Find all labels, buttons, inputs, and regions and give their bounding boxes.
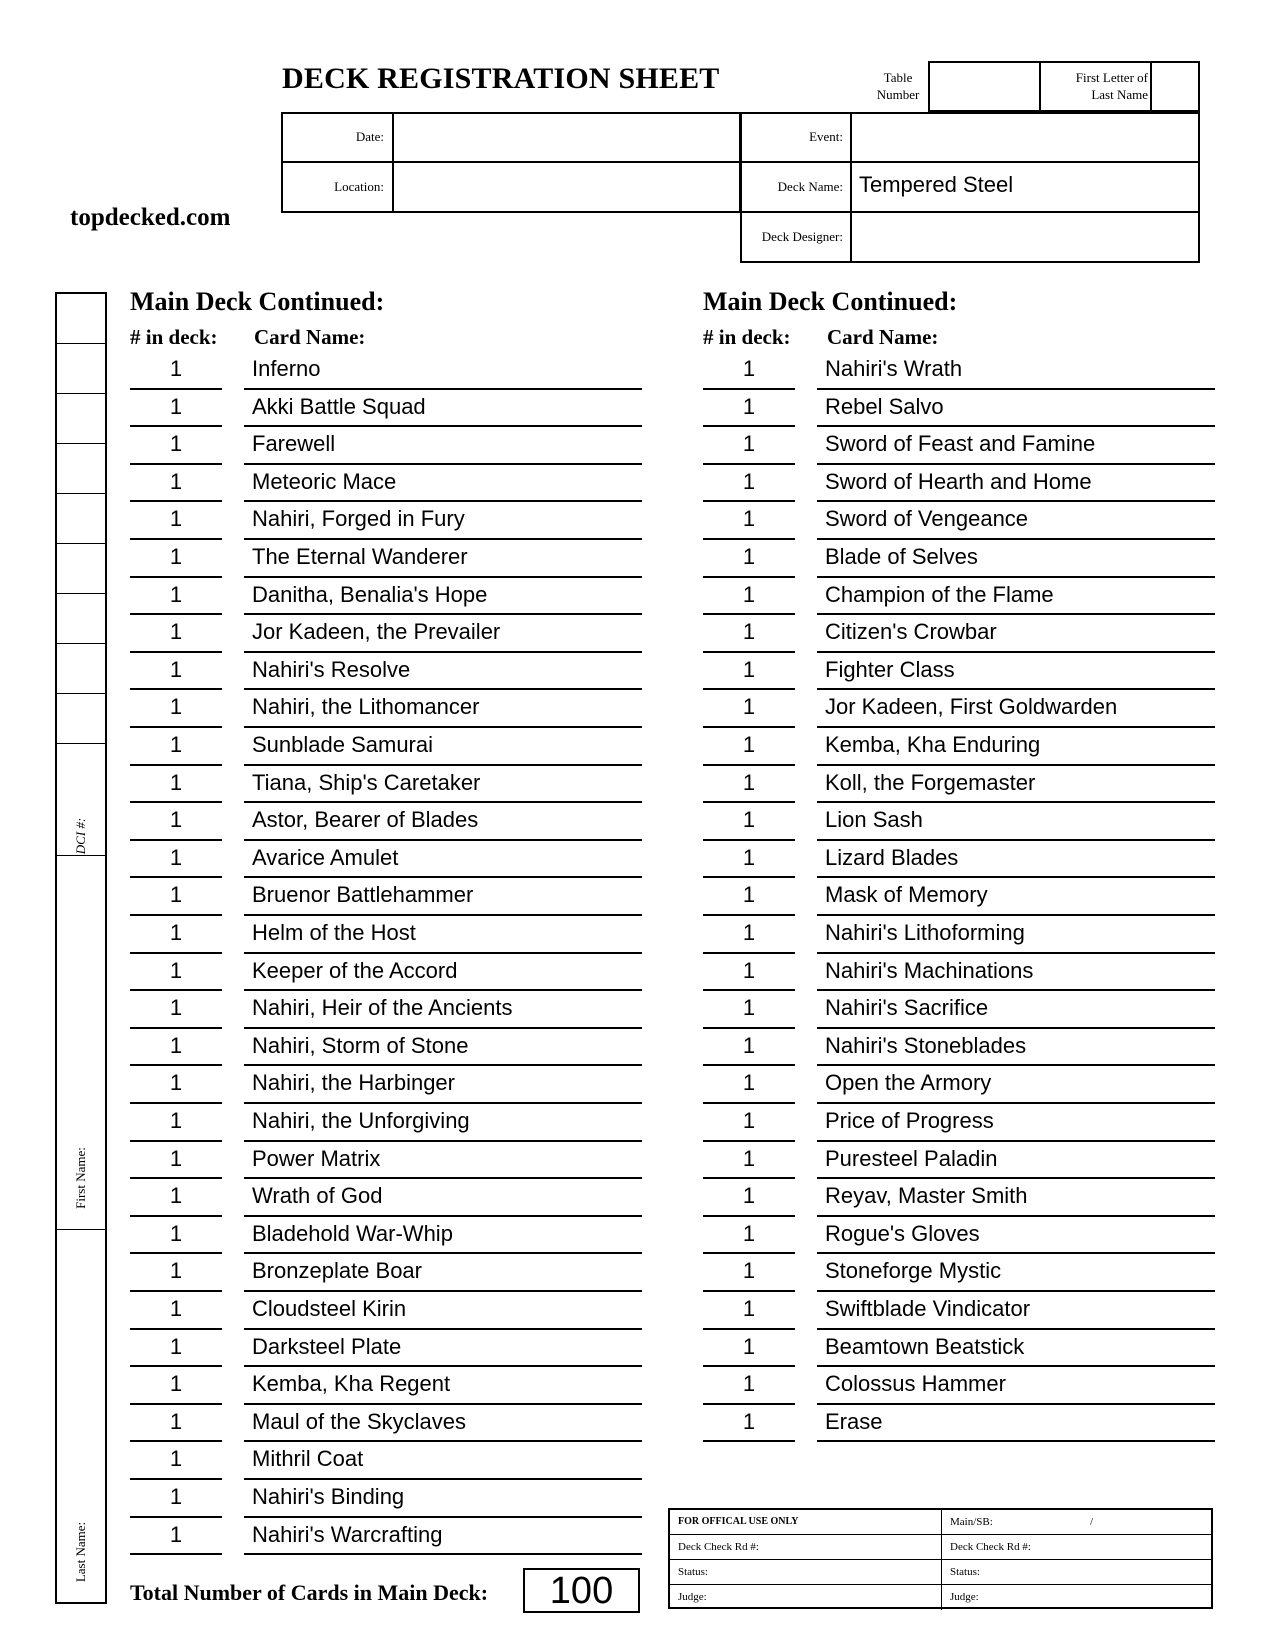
- total-count-field[interactable]: 100: [523, 1568, 640, 1613]
- table-number-field[interactable]: [928, 61, 1041, 112]
- deck-designer-label: Deck Designer:: [761, 229, 843, 244]
- card-qty[interactable]: 1: [130, 390, 222, 428]
- card-row: [130, 578, 642, 616]
- card-qty[interactable]: 1: [130, 954, 222, 992]
- card-row: [130, 1142, 642, 1180]
- card-row: [703, 1292, 1215, 1330]
- card-row: [130, 1480, 642, 1518]
- card-name[interactable]: Nahiri, the Unforgiving: [244, 1104, 642, 1142]
- card-name[interactable]: Nahiri, Storm of Stone: [244, 1029, 642, 1067]
- card-qty[interactable]: 1: [130, 1292, 222, 1330]
- card-qty[interactable]: 1: [703, 1330, 795, 1368]
- card-qty[interactable]: 1: [130, 916, 222, 954]
- card-qty[interactable]: 1: [703, 954, 795, 992]
- dci-label: DCI #:: [73, 817, 88, 855]
- first-letter-field[interactable]: [1150, 61, 1200, 112]
- card-row: [130, 1330, 642, 1368]
- card-name[interactable]: Koll, the Forgemaster: [817, 766, 1215, 804]
- card-qty[interactable]: 1: [703, 1029, 795, 1067]
- card-name[interactable]: Jor Kadeen, First Goldwarden: [817, 690, 1215, 728]
- main-sb-separator: /: [1090, 1516, 1094, 1528]
- card-row: [130, 954, 642, 992]
- card-row: [703, 1217, 1215, 1255]
- card-row: [703, 352, 1215, 390]
- card-row: [703, 1142, 1215, 1180]
- card-row: [130, 690, 642, 728]
- official-row: [670, 1585, 1211, 1610]
- card-row: [130, 878, 642, 916]
- card-row: [703, 427, 1215, 465]
- card-row: [130, 1405, 642, 1443]
- card-name[interactable]: Jor Kadeen, the Prevailer: [244, 615, 642, 653]
- card-name[interactable]: Bladehold War-Whip: [244, 1217, 642, 1255]
- judge-right: Judge:: [950, 1591, 979, 1603]
- card-qty[interactable]: 1: [130, 1179, 222, 1217]
- card-qty[interactable]: 1: [703, 1292, 795, 1330]
- card-qty[interactable]: 1: [130, 1217, 222, 1255]
- official-row: [670, 1560, 1211, 1585]
- card-name[interactable]: The Eternal Wanderer: [244, 540, 642, 578]
- card-name[interactable]: Champion of the Flame: [817, 578, 1215, 616]
- card-qty[interactable]: 1: [130, 465, 222, 503]
- card-qty[interactable]: 1: [703, 728, 795, 766]
- card-row: [130, 916, 642, 954]
- dci-digit-box[interactable]: [57, 544, 105, 594]
- card-row: [703, 766, 1215, 804]
- left-section-title: Main Deck Continued:: [130, 287, 385, 316]
- card-name[interactable]: Power Matrix: [244, 1142, 642, 1180]
- card-qty[interactable]: 1: [130, 352, 222, 390]
- card-row: [130, 1518, 642, 1556]
- card-name[interactable]: Mask of Memory: [817, 878, 1215, 916]
- deck-name-field[interactable]: Tempered Steel: [859, 172, 1014, 197]
- card-name[interactable]: Sunblade Samurai: [244, 728, 642, 766]
- card-name[interactable]: Sword of Hearth and Home: [817, 465, 1215, 503]
- card-qty[interactable]: 1: [703, 766, 795, 804]
- card-name[interactable]: Nahiri's Warcrafting: [244, 1518, 642, 1556]
- card-qty[interactable]: 1: [703, 916, 795, 954]
- card-name[interactable]: Astor, Bearer of Blades: [244, 803, 642, 841]
- card-qty[interactable]: 1: [703, 803, 795, 841]
- card-qty[interactable]: 1: [130, 540, 222, 578]
- dci-digit-box[interactable]: [57, 494, 105, 544]
- card-qty[interactable]: 1: [130, 1518, 222, 1556]
- card-row: [703, 1405, 1215, 1443]
- card-name[interactable]: Tiana, Ship's Caretaker: [244, 766, 642, 804]
- card-row: [703, 1066, 1215, 1104]
- card-name[interactable]: Nahiri's Binding: [244, 1480, 642, 1518]
- card-row: [130, 991, 642, 1029]
- card-qty[interactable]: 1: [703, 615, 795, 653]
- card-qty[interactable]: 1: [703, 1254, 795, 1292]
- last-name-label: Last Name:: [73, 1521, 88, 1583]
- card-qty[interactable]: 1: [130, 690, 222, 728]
- card-name[interactable]: Darksteel Plate: [244, 1330, 642, 1368]
- card-qty[interactable]: 1: [703, 991, 795, 1029]
- card-qty[interactable]: 1: [130, 991, 222, 1029]
- card-row: [703, 1330, 1215, 1368]
- card-name[interactable]: Akki Battle Squad: [244, 390, 642, 428]
- card-qty[interactable]: 1: [130, 1367, 222, 1405]
- deck-check-left: Deck Check Rd #:: [670, 1535, 942, 1559]
- dci-digit-box[interactable]: [57, 294, 105, 344]
- card-name[interactable]: Kemba, Kha Regent: [244, 1367, 642, 1405]
- left-name-header: Card Name:: [254, 325, 366, 349]
- card-name[interactable]: Farewell: [244, 427, 642, 465]
- card-row: [130, 352, 642, 390]
- date-label: Date:: [355, 129, 384, 144]
- card-name[interactable]: Swiftblade Vindicator: [817, 1292, 1215, 1330]
- dci-digit-box[interactable]: [57, 594, 105, 644]
- divider: [392, 112, 394, 213]
- dci-digit-box[interactable]: [57, 694, 105, 744]
- card-row: [703, 578, 1215, 616]
- card-row: [130, 766, 642, 804]
- card-row: [130, 465, 642, 503]
- dci-digit-box[interactable]: [57, 344, 105, 394]
- card-qty[interactable]: 1: [703, 540, 795, 578]
- card-qty[interactable]: 1: [130, 502, 222, 540]
- card-name[interactable]: Helm of the Host: [244, 916, 642, 954]
- card-row: [703, 540, 1215, 578]
- card-qty[interactable]: 1: [130, 1330, 222, 1368]
- card-name[interactable]: Erase: [817, 1405, 1215, 1443]
- card-qty[interactable]: 1: [703, 427, 795, 465]
- card-qty[interactable]: 1: [703, 653, 795, 691]
- card-row: [130, 427, 642, 465]
- card-name[interactable]: Nahiri, the Lithomancer: [244, 690, 642, 728]
- card-qty[interactable]: 1: [130, 728, 222, 766]
- card-row: [130, 1292, 642, 1330]
- card-qty[interactable]: 1: [130, 578, 222, 616]
- card-name[interactable]: Nahiri, the Harbinger: [244, 1066, 642, 1104]
- card-qty[interactable]: 1: [130, 1142, 222, 1180]
- card-name[interactable]: Sword of Feast and Famine: [817, 427, 1215, 465]
- card-name[interactable]: Reyav, Master Smith: [817, 1179, 1215, 1217]
- card-qty[interactable]: 1: [130, 878, 222, 916]
- card-name[interactable]: Bruenor Battlehammer: [244, 878, 642, 916]
- card-row: [130, 1029, 642, 1067]
- card-qty[interactable]: 1: [130, 1405, 222, 1443]
- card-row: [703, 390, 1215, 428]
- card-name[interactable]: Wrath of God: [244, 1179, 642, 1217]
- card-row: [703, 1179, 1215, 1217]
- card-name[interactable]: Stoneforge Mystic: [817, 1254, 1215, 1292]
- card-row: [130, 502, 642, 540]
- card-name[interactable]: Puresteel Paladin: [817, 1142, 1215, 1180]
- card-qty[interactable]: 1: [703, 1142, 795, 1180]
- card-qty[interactable]: 1: [130, 766, 222, 804]
- dci-digit-box[interactable]: [57, 644, 105, 694]
- card-name[interactable]: Nahiri's Lithoforming: [817, 916, 1215, 954]
- card-qty[interactable]: 1: [703, 690, 795, 728]
- card-name[interactable]: Nahiri's Stoneblades: [817, 1029, 1215, 1067]
- card-name[interactable]: Fighter Class: [817, 653, 1215, 691]
- card-name[interactable]: Cloudsteel Kirin: [244, 1292, 642, 1330]
- card-name[interactable]: Keeper of the Accord: [244, 954, 642, 992]
- card-row: [703, 615, 1215, 653]
- card-qty[interactable]: 1: [130, 427, 222, 465]
- card-row: [130, 841, 642, 879]
- card-name[interactable]: Nahiri's Sacrifice: [817, 991, 1215, 1029]
- card-qty[interactable]: 1: [130, 1029, 222, 1067]
- card-row: [130, 1104, 642, 1142]
- card-row: [703, 803, 1215, 841]
- card-row: [130, 728, 642, 766]
- card-row: [703, 653, 1215, 691]
- card-row: [703, 1367, 1215, 1405]
- left-qty-header: # in deck:: [130, 325, 218, 349]
- card-qty[interactable]: 1: [703, 1179, 795, 1217]
- card-name[interactable]: Blade of Selves: [817, 540, 1215, 578]
- divider: [740, 211, 1200, 213]
- card-row: [703, 841, 1215, 879]
- card-row: [703, 991, 1215, 1029]
- dci-digit-box[interactable]: [57, 444, 105, 494]
- card-name[interactable]: Nahiri, Heir of the Ancients: [244, 991, 642, 1029]
- card-name[interactable]: Open the Armory: [817, 1066, 1215, 1104]
- card-row: [130, 1367, 642, 1405]
- card-name[interactable]: Meteoric Mace: [244, 465, 642, 503]
- card-name[interactable]: Beamtown Beatstick: [817, 1330, 1215, 1368]
- card-qty[interactable]: 1: [703, 841, 795, 879]
- card-row: [130, 1254, 642, 1292]
- card-qty[interactable]: 1: [703, 578, 795, 616]
- card-name[interactable]: Inferno: [244, 352, 642, 390]
- card-row: [703, 465, 1215, 503]
- card-row: [703, 1104, 1215, 1142]
- card-name[interactable]: Nahiri's Machinations: [817, 954, 1215, 992]
- card-row: [130, 390, 642, 428]
- card-name[interactable]: Price of Progress: [817, 1104, 1215, 1142]
- card-name[interactable]: Rogue's Gloves: [817, 1217, 1215, 1255]
- card-qty[interactable]: 1: [703, 502, 795, 540]
- divider: [740, 161, 1200, 163]
- card-name[interactable]: Kemba, Kha Enduring: [817, 728, 1215, 766]
- right-section-title: Main Deck Continued:: [703, 287, 958, 316]
- card-qty[interactable]: 1: [130, 1104, 222, 1142]
- card-qty[interactable]: 1: [703, 1104, 795, 1142]
- card-qty[interactable]: 1: [130, 653, 222, 691]
- card-qty[interactable]: 1: [703, 1367, 795, 1405]
- card-qty[interactable]: 1: [130, 615, 222, 653]
- card-row: [130, 803, 642, 841]
- card-row: [130, 540, 642, 578]
- deck-check-right: Deck Check Rd #:: [950, 1541, 1031, 1553]
- card-name[interactable]: Citizen's Crowbar: [817, 615, 1215, 653]
- dci-digit-box[interactable]: [57, 394, 105, 444]
- card-row: [130, 1217, 642, 1255]
- player-info-sidebar: [55, 292, 107, 1604]
- card-qty[interactable]: 1: [130, 841, 222, 879]
- official-row: [670, 1535, 1211, 1560]
- card-name[interactable]: Nahiri, Forged in Fury: [244, 502, 642, 540]
- card-row: [703, 1254, 1215, 1292]
- right-qty-header: # in deck:: [703, 325, 791, 349]
- page-title: DECK REGISTRATION SHEET: [282, 62, 720, 95]
- right-name-header: Card Name:: [827, 325, 939, 349]
- card-name[interactable]: Maul of the Skyclaves: [244, 1405, 642, 1443]
- card-name[interactable]: Rebel Salvo: [817, 390, 1215, 428]
- card-row: [703, 954, 1215, 992]
- card-name[interactable]: Lizard Blades: [817, 841, 1215, 879]
- card-qty[interactable]: 1: [130, 803, 222, 841]
- deck-name-label: Deck Name:: [777, 179, 843, 194]
- card-row: [703, 728, 1215, 766]
- divider: [850, 112, 852, 263]
- card-name[interactable]: Sword of Vengeance: [817, 502, 1215, 540]
- site-name: topdecked.com: [70, 204, 231, 231]
- card-name[interactable]: Nahiri's Wrath: [817, 352, 1215, 390]
- first-letter-label: First Letter of Last Name: [1075, 70, 1148, 102]
- card-name[interactable]: Bronzeplate Boar: [244, 1254, 642, 1292]
- status-left: Status:: [670, 1560, 942, 1584]
- card-qty[interactable]: 1: [703, 390, 795, 428]
- card-name[interactable]: Lion Sash: [817, 803, 1215, 841]
- card-name[interactable]: Mithril Coat: [244, 1442, 642, 1480]
- card-row: [703, 690, 1215, 728]
- card-row: [703, 502, 1215, 540]
- card-qty[interactable]: 1: [703, 1217, 795, 1255]
- official-header: FOR OFFICAL USE ONLY: [670, 1510, 942, 1534]
- divider: [281, 161, 741, 163]
- card-row: [130, 1066, 642, 1104]
- card-row: [130, 1179, 642, 1217]
- official-row: [670, 1510, 1211, 1535]
- card-qty[interactable]: 1: [703, 352, 795, 390]
- card-qty[interactable]: 1: [130, 1442, 222, 1480]
- card-qty[interactable]: 1: [130, 1066, 222, 1104]
- card-name[interactable]: Colossus Hammer: [817, 1367, 1215, 1405]
- judge-left: Judge:: [670, 1585, 942, 1610]
- card-qty[interactable]: 1: [703, 1405, 795, 1443]
- first-name-label: First Name:: [73, 1147, 88, 1209]
- card-row: [130, 653, 642, 691]
- location-label: Location:: [334, 179, 384, 194]
- card-qty[interactable]: 1: [130, 1254, 222, 1292]
- card-name[interactable]: Nahiri's Resolve: [244, 653, 642, 691]
- card-qty[interactable]: 1: [703, 465, 795, 503]
- main-sb-label: Main/SB:: [950, 1516, 993, 1528]
- status-right: Status:: [950, 1566, 980, 1578]
- card-qty[interactable]: 1: [130, 1480, 222, 1518]
- card-row: [130, 1442, 642, 1480]
- card-row: [703, 1029, 1215, 1067]
- card-name[interactable]: Danitha, Benalia's Hope: [244, 578, 642, 616]
- card-row: [703, 916, 1215, 954]
- card-row: [130, 615, 642, 653]
- event-label: Event:: [809, 129, 843, 144]
- official-use-box: [668, 1508, 1213, 1609]
- total-label: Total Number of Cards in Main Deck:: [130, 1580, 489, 1605]
- card-qty[interactable]: 1: [703, 1066, 795, 1104]
- card-row: [703, 878, 1215, 916]
- card-name[interactable]: Avarice Amulet: [244, 841, 642, 879]
- card-qty[interactable]: 1: [703, 878, 795, 916]
- table-number-label: Table Number: [876, 70, 920, 102]
